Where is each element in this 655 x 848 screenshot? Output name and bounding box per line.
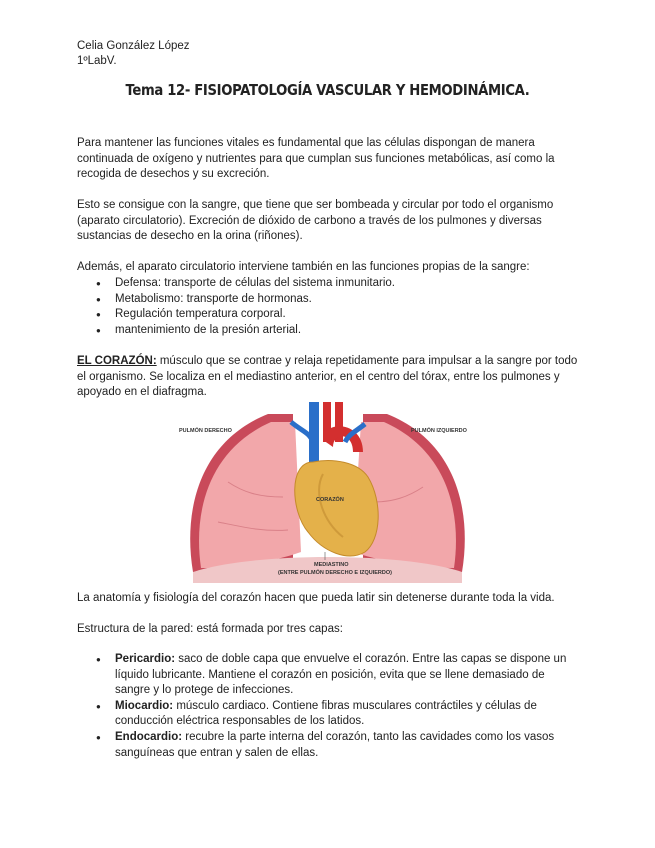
heart-text: músculo que se contrae y relaja repetidamente para impulsar a la sangre por todo el organismo. Se localiza en el mediastino anterior, en el centro del tórax, entre los pulmones y apoyado en el diafragma.	[77, 355, 578, 399]
layer-desc: músculo cardiaco. Contiene fibras musculares contráctiles y células de conducción eléctrica responsables de los latidos.	[115, 699, 537, 728]
author-name: Celia González López	[77, 40, 190, 52]
layer-desc: recubre la parte interna del corazón, tanto las cavidades como los vasos sanguíneas que entran y salen de ellas.	[115, 730, 555, 759]
label-heart: CORAZÓN	[316, 497, 344, 503]
list-item	[77, 699, 582, 730]
list-item: ● Regulación temperatura corporal.	[77, 307, 582, 323]
layer-term: Pericardio:	[115, 653, 176, 665]
blood-functions-list	[77, 276, 582, 338]
list-item: ● Metabolismo: transporte de hormonas.	[77, 292, 582, 308]
layer-term: Miocardio:	[115, 699, 174, 712]
label-left-lung: PULMÓN IZQUIERDO	[411, 428, 467, 434]
course-label: 1ºLabV.	[77, 55, 117, 67]
heart-layers-list	[77, 652, 582, 761]
list-item	[77, 652, 582, 699]
layer-desc: saco de doble capa que envuelve el corazón. Entre las capas se dispone un líquido lubricante. Mantiene el corazón en posición, evita que se llene demasiado de sangre y lo protege de infecciones.	[115, 653, 567, 697]
list-item: ● Defensa: transporte de células del sistema inmunitario.	[77, 276, 582, 292]
wall-structure-paragraph: Estructura de la pared: está formada por tres capas:	[77, 623, 343, 635]
list-item	[77, 730, 582, 761]
intro-paragraph: Para mantener las funciones vitales es fundamental que las células dispongan de manera continuada de oxígeno y nutrientes para que cumplan sus funciones metabólicas, así como la recogida de desechos y su excreción.	[77, 137, 555, 181]
layer-term: Endocardio:	[115, 730, 183, 743]
heart-lungs-illustration	[173, 402, 482, 583]
list-item: ● mantenimiento de la presión arterial.	[77, 323, 582, 339]
label-mediastino: MEDIASTINO	[314, 562, 349, 568]
anatomy-paragraph: La anatomía y fisiología del corazón hacen que pueda latir sin detenerse durante toda la vida.	[77, 592, 555, 604]
heart-heading: EL CORAZÓN:	[77, 355, 157, 367]
heart-paragraph	[77, 354, 582, 401]
label-mediastino-sub: (ENTRE PULMÓN DERECHO E IZQUIERDO)	[278, 570, 392, 576]
label-right-lung: PULMÓN DERECHO	[179, 428, 232, 434]
author-header	[77, 39, 190, 69]
functions-intro: Además, el aparato circulatorio interviene también en las funciones propias de la sangre:	[77, 261, 530, 273]
document-title: Tema 12- FISIOPATOLOGÍA VASCULAR Y HEMODINÁMICA.	[125, 81, 530, 99]
circulation-paragraph: Esto se consigue con la sangre, que tiene que ser bombeada y circular por todo el organismo (aparato circulatorio). Excreción de dióxido de carbono a través de los pulmones y diversas sustancias de desecho en la orina (riñones).	[77, 199, 554, 243]
